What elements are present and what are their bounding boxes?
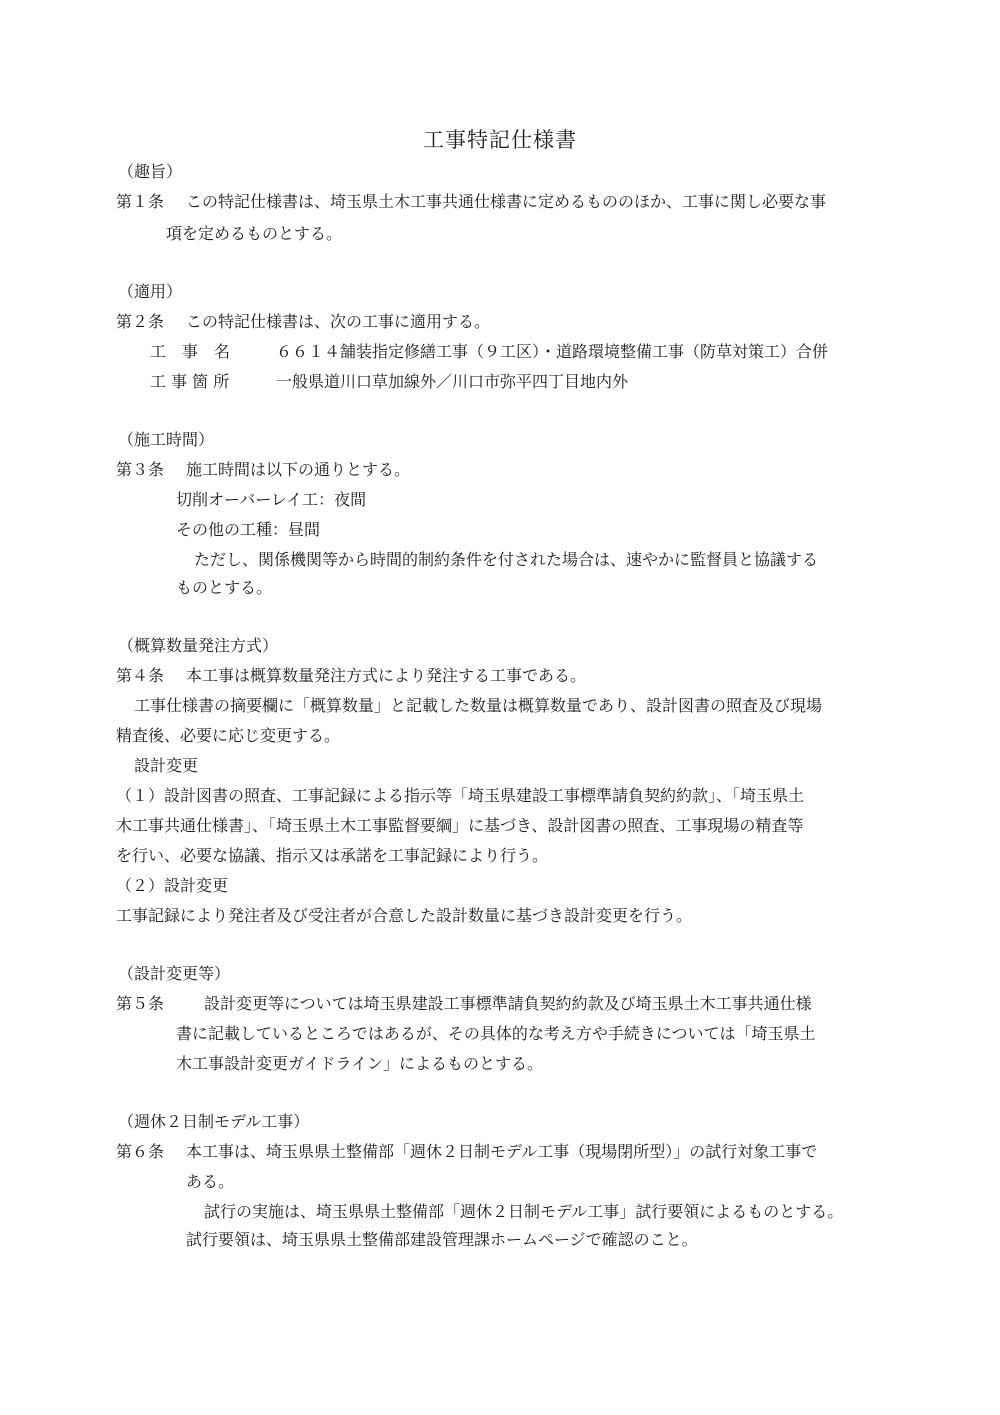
list-item: （１）設計図書の照査、工事記録による指示等「埼玉県建設工事標準請負契約約款」、「埼玉県土 [116, 786, 805, 805]
article-text: 施工時間は以下の通りとする。 [186, 460, 411, 479]
article-text: ある。 [186, 1172, 235, 1191]
sub-heading: 設計変更 [134, 756, 199, 775]
article-text: 木工事設計変更ガイドライン」によるものとする。 [176, 1054, 544, 1073]
paragraph-text: 精査後、必要に応じ変更する。 [116, 726, 341, 745]
article-number: 第４条 [116, 666, 165, 685]
paragraph-text: 工事仕様書の摘要欄に「概算数量」と記載した数量は概算数量であり、設計図書の照査及び現場 [134, 696, 823, 715]
section-heading: （設計変更等） [118, 964, 231, 983]
article-text: 試行の実施は、埼玉県県土整備部「週休２日制モデル工事」試行要領によるものとする。 [204, 1202, 844, 1221]
article-text: 本工事は概算数量発注方式により発注する工事である。 [186, 666, 587, 685]
article-text: この特記仕様書は、埼玉県土木工事共通仕様書に定めるもののほか、工事に関し必要な事 [186, 192, 827, 211]
section-heading: （施工時間） [118, 430, 215, 449]
article-text: 項を定めるものとする。 [166, 224, 343, 243]
list-item: を行い、必要な協議、指示又は承諾を工事記録により行う。 [116, 846, 549, 865]
article-number: 第６条 [116, 1142, 165, 1161]
article-text: この特記仕様書は、次の工事に適用する。 [186, 312, 491, 331]
note-text: ただし、関係機関等から時間的制約条件を付された場合は、速やかに監督員と協議する [194, 550, 819, 569]
article-number: 第１条 [116, 192, 165, 211]
list-item: 木工事共通仕様書」、「埼玉県土木工事監督要綱」に基づき、設計図書の照査、工事現場の精査等 [116, 816, 804, 835]
article-text: 試行要領は、埼玉県県土整備部建設管理課ホームページで確認のこと。 [186, 1230, 698, 1249]
article-number: 第５条 [116, 994, 165, 1013]
article-text: 設計変更等については埼玉県建設工事標準請負契約約款及び埼玉県土木工事共通仕様 [204, 994, 812, 1013]
article-number: 第３条 [116, 460, 165, 479]
list-item: その他の工種：昼間 [176, 520, 321, 539]
list-item: 工事記録により発注者及び受注者が合意した設計数量に基づき設計変更を行う。 [116, 906, 693, 925]
field-value-work-place: 一般県道川口草加線外／川口市弥平四丁目地内外 [276, 372, 629, 391]
article-text: 書に記載しているところではあるが、その具体的な考え方や手続きについては「埼玉県土 [176, 1024, 816, 1043]
list-item-heading: （２）設計変更 [116, 876, 229, 895]
field-label-work-place: 工 事 箇 所 [150, 372, 230, 391]
section-heading: （概算数量発注方式） [118, 636, 279, 655]
document-title: 工事特記仕様書 [423, 128, 577, 152]
section-heading: （趣旨） [118, 162, 183, 181]
note-text: ものとする。 [176, 578, 273, 597]
field-value-work-name: ６６１４舗装指定修繕工事（９工区）・道路環境整備工事（防草対策工）合併 [276, 342, 829, 361]
article-number: 第２条 [116, 312, 165, 331]
field-label-work-name: 工 事 名 [150, 342, 231, 361]
list-item: 切削オーバーレイ工：夜間 [176, 490, 367, 509]
section-heading: （週休２日制モデル工事） [118, 1112, 310, 1131]
section-heading: （適用） [118, 282, 183, 301]
article-text: 本工事は、埼玉県県土整備部「週休２日制モデル工事（現場閉所型）」の試行対象工事で [186, 1142, 818, 1161]
